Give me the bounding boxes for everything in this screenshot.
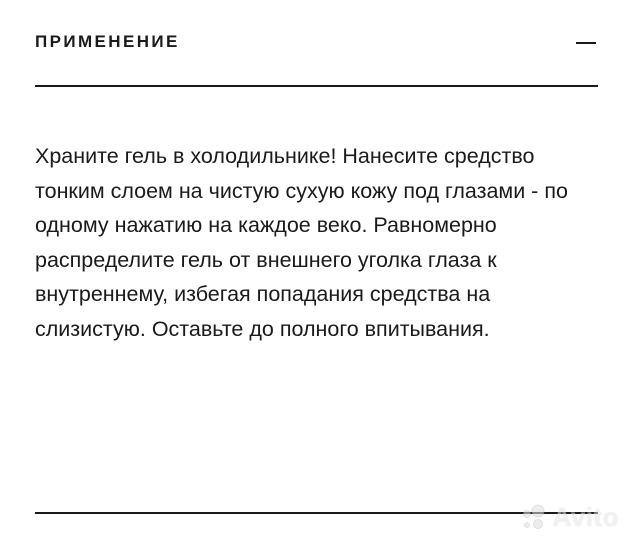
minus-icon (576, 42, 596, 44)
divider (35, 512, 598, 514)
avito-logo-icon (518, 502, 548, 532)
accordion-header[interactable] (35, 26, 598, 60)
collapse-button[interactable] (572, 26, 598, 60)
section-title: ПРИМЕНЕНИЕ (35, 32, 180, 51)
usage-description: Храните гель в холодильнике! Нанесите средство тонким слоем на чистую сухую кожу под глазами - по одному нажатию на каждое веко. Равномерно распределите гель от внешнего уголка глаза к внутреннему, избегая попадания средства на слизистую. Оставьте до полного впитывания. (35, 144, 568, 341)
avito-watermark (518, 500, 619, 534)
watermark-text: Avito (552, 501, 619, 532)
divider (35, 85, 598, 87)
